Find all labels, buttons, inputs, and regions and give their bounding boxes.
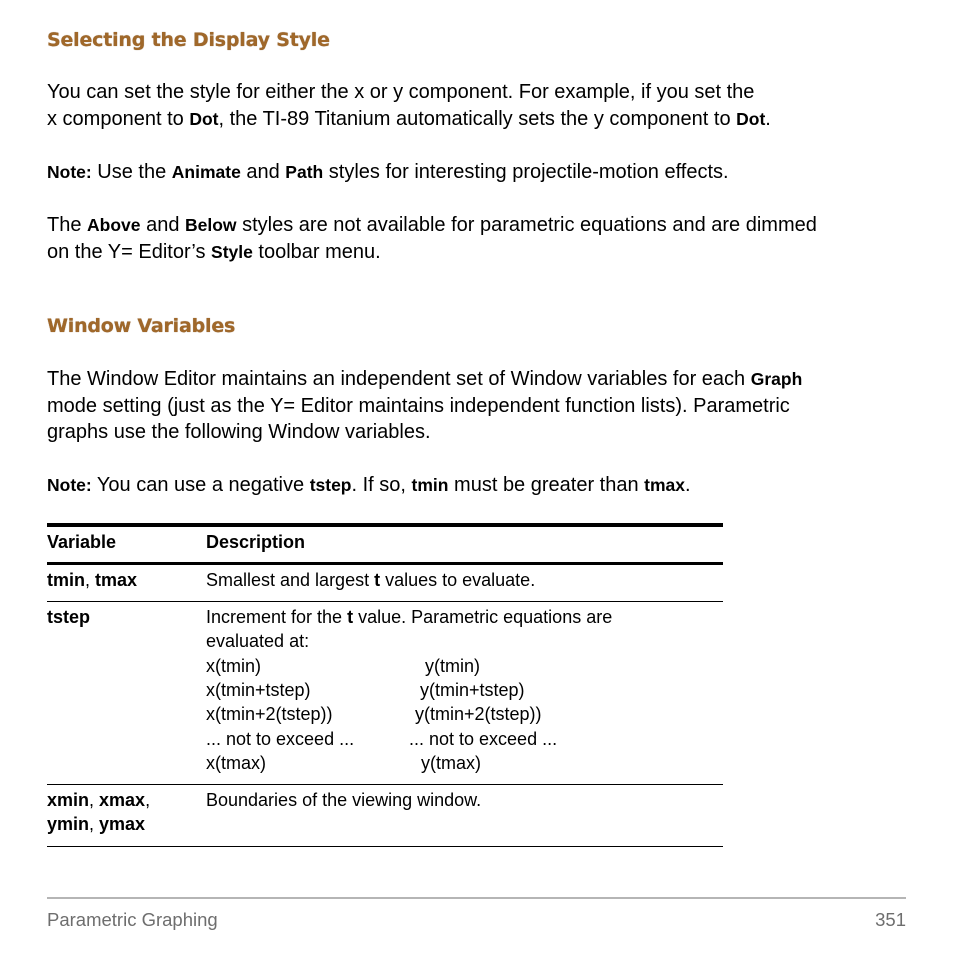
keyword-style: Style <box>211 241 253 262</box>
table-row-description <box>206 605 716 654</box>
text: The Window Editor maintains an independent set of Window variables for each <box>47 368 751 390</box>
var-xmin: xmin <box>47 790 90 810</box>
paragraph-style-component <box>47 79 907 132</box>
var-tmin: tmin <box>47 570 85 590</box>
text: You can use a negative <box>91 474 310 496</box>
keyword-dot: Dot <box>189 108 219 129</box>
text: x component to <box>47 107 190 130</box>
keyword-dot: Dot <box>736 108 766 129</box>
text: Smallest and largest <box>206 570 375 590</box>
table-row-variable <box>47 788 150 837</box>
text: . <box>765 107 771 130</box>
keyword-path: Path <box>285 162 324 182</box>
keyword-below: Below <box>185 215 237 235</box>
table-header-rule <box>47 562 723 565</box>
header-variable: Variable <box>47 532 117 552</box>
text: value. Parametric equations are <box>353 607 613 627</box>
eval-y-2: y(tmin+tstep) <box>420 680 525 700</box>
eval-x-1: x(tmin) <box>206 656 261 676</box>
table-row-variable <box>47 568 137 592</box>
section-heading-display-style: Selecting the Display Style <box>47 29 330 51</box>
text: evaluated at: <box>206 631 310 652</box>
header-description: Description <box>206 532 306 552</box>
table-row-description: Boundaries of the viewing window. <box>206 790 482 810</box>
text: Increment for the <box>206 607 348 627</box>
var-ymin: ymin <box>47 814 90 835</box>
table-row-description <box>206 568 535 592</box>
var-tstep: tstep <box>47 607 91 627</box>
text: and <box>240 161 286 183</box>
text: . <box>685 474 691 496</box>
keyword-tmax: tmax <box>644 475 686 495</box>
var-xmax: xmax <box>99 790 146 810</box>
eval-y-4: ... not to exceed ... <box>409 729 558 749</box>
text: graphs use the following Window variables. <box>47 421 431 443</box>
text: mode setting (just as the Y= Editor maintains independent function lists). Parametric <box>47 394 790 417</box>
keyword-above: Above <box>87 215 141 235</box>
separator: , <box>145 790 151 810</box>
separator: , <box>89 790 100 810</box>
row-divider <box>47 601 723 602</box>
eval-x-4: ... not to exceed ... <box>206 729 355 749</box>
text: styles for interesting projectile-motion effects. <box>323 161 729 183</box>
row-divider <box>47 784 723 785</box>
note-negative-tstep <box>47 472 907 499</box>
text: . If so, <box>351 474 412 496</box>
eval-y-3: y(tmin+2(tstep)) <box>415 704 542 724</box>
paragraph-above-below <box>47 212 907 265</box>
separator: , <box>85 570 96 590</box>
note-label: Note: <box>47 475 92 495</box>
paragraph-window-editor <box>47 366 907 446</box>
text: and <box>140 214 185 236</box>
text: on the Y= Editor’s <box>47 240 212 263</box>
keyword-tstep: tstep <box>309 475 352 495</box>
text: Use the <box>91 161 172 183</box>
text: The <box>47 214 88 236</box>
var-ymax: ymax <box>99 814 146 835</box>
keyword-graph: Graph <box>750 369 803 389</box>
keyword-tmin: tmin <box>411 475 449 495</box>
eval-y-5: y(tmax) <box>421 753 481 773</box>
text: You can set the style for either the x or y component. For example, if you set the <box>47 81 755 103</box>
section-heading-window-variables: Window Variables <box>47 315 236 337</box>
footer-rule <box>47 897 906 899</box>
page-number: 351 <box>875 909 906 930</box>
footer-title: Parametric Graphing <box>47 909 218 930</box>
eval-y-1: y(tmin) <box>425 656 480 676</box>
eval-x-5: x(tmax) <box>206 753 266 773</box>
separator: , <box>89 814 100 835</box>
note-animate-path <box>47 159 907 186</box>
keyword-animate: Animate <box>171 162 241 182</box>
text: must be greater than <box>448 474 645 496</box>
text: toolbar menu. <box>252 240 381 263</box>
keyword-t: t <box>374 570 381 590</box>
text: , the TI-89 Titanium automatically sets the y component to <box>218 107 737 130</box>
note-label: Note: <box>47 162 92 182</box>
text: values to evaluate. <box>380 570 536 590</box>
table-bottom-rule <box>47 846 723 847</box>
keyword-t: t <box>347 607 354 627</box>
text: styles are not available for parametric equations and are dimmed <box>236 214 817 236</box>
var-tmax: tmax <box>95 570 138 590</box>
table-top-rule <box>47 523 723 527</box>
eval-x-3: x(tmin+2(tstep)) <box>206 704 333 724</box>
eval-x-2: x(tmin+tstep) <box>206 680 311 700</box>
